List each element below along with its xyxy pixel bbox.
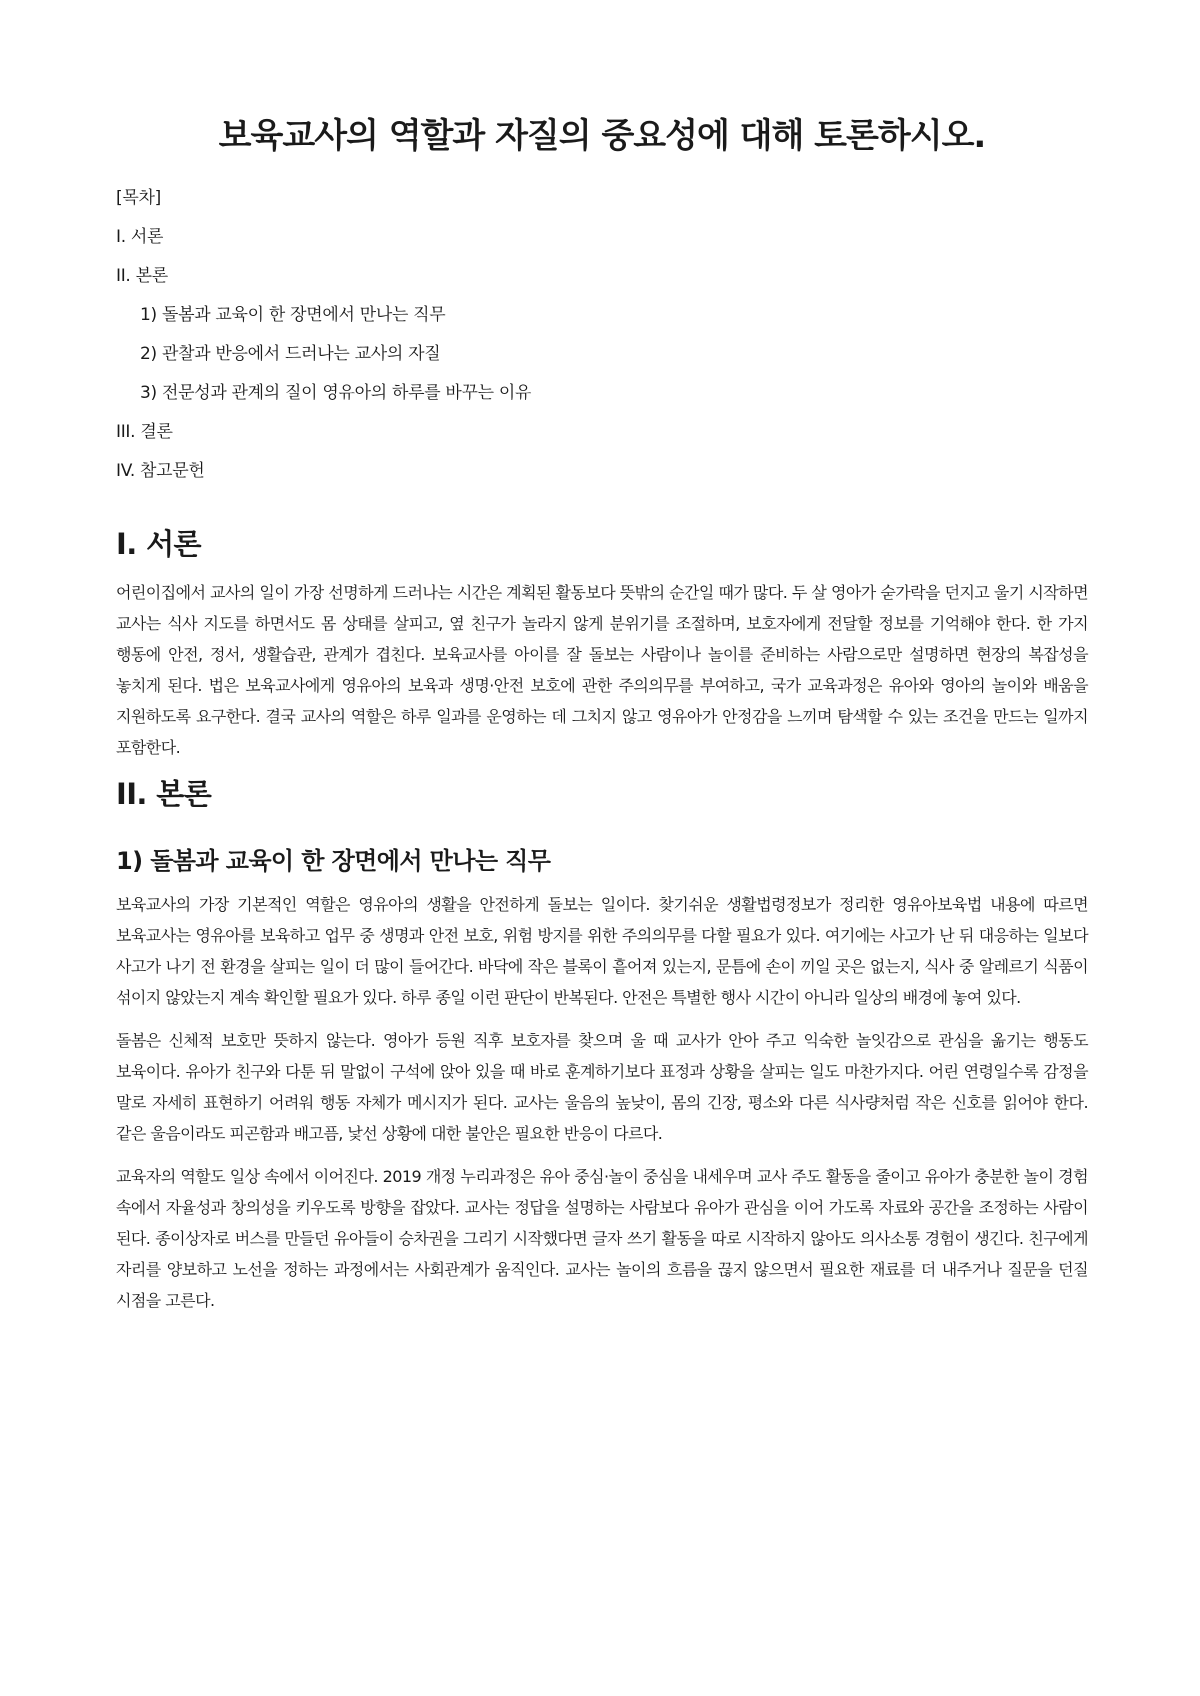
table-of-contents xyxy=(116,188,1088,481)
toc-item: III. 결론 xyxy=(116,422,173,442)
section-body xyxy=(116,775,1088,1316)
paragraph: 보육교사의 가장 기본적인 역할은 영유아의 생활을 안전하게 돌보는 일이다. 찾기쉬운 생활법령정보가 정리한 영유아보육법 내용에 따르면 보육교사는 영유아를 보육하고 업무 중 생명과 안전 보호, 위험 방지를 위한 주의의무를 다할 필요가 있다. 여기에는 사고가 난 뒤 대응하는 일보다 사고가 나기 전 환경을 살피는 일이 더 많이 들어간다. 바닥에 작은 블록이 흩어져 있는지, 문틈에 손이 끼일 곳은 없는지, 식사 중 알레르기 식품이 섞이지 않았는지 계속 확인할 필요가 있다. 하루 종일 이런 판단이 반복된다. 안전은 특별한 행사 시간이 아니라 일상의 배경에 놓여 있다. xyxy=(116,895,1088,1007)
toc-item: IV. 참고문헌 xyxy=(116,461,205,481)
toc-header: [목차] xyxy=(116,188,161,208)
section-heading-body: II. 본론 xyxy=(116,777,212,811)
paragraph: 어린이집에서 교사의 일이 가장 선명하게 드러나는 시간은 계획된 활동보다 뜻밖의 순간일 때가 많다. 두 살 영아가 숟가락을 던지고 울기 시작하면 교사는 식사 지도를 하면서도 몸 상태를 살피고, 옆 친구가 놀라지 않게 분위기를 조절하며, 보호자에게 전달할 정보를 기억해야 한다. 한 가지 행동에 안전, 정서, 생활습관, 관계가 겹친다. 보육교사를 아이를 잘 돌보는 사람이나 놀이를 준비하는 사람으로만 설명하면 현장의 복잡성을 놓치게 된다. 법은 보육교사에게 영유아의 보육과 생명·안전 보호에 관한 주의의무를 부여하고, 국가 교육과정은 유아와 영아의 놀이와 배움을 지원하도록 요구한다. 결국 교사의 역할은 하루 일과를 운영하는 데 그치지 않고 영유아가 안정감을 느끼며 탐색할 수 있는 조건을 만드는 일까지 포함한다. xyxy=(116,583,1088,757)
section-heading-introduction: I. 서론 xyxy=(116,527,201,561)
subsection-heading: 1) 돌봄과 교육이 한 장면에서 만나는 직무 xyxy=(116,847,551,875)
paragraph: 돌봄은 신체적 보호만 뜻하지 않는다. 영아가 등원 직후 보호자를 찾으며 울 때 교사가 안아 주고 익숙한 놀잇감으로 관심을 옮기는 행동도 보육이다. 유아가 친구와 다툰 뒤 말없이 구석에 앉아 있을 때 바로 훈계하기보다 표정과 상황을 살피는 일도 마찬가지다. 어린 연령일수록 감정을 말로 자세히 표현하기 어려워 행동 자체가 메시지가 된다. 교사는 울음의 높낮이, 몸의 긴장, 평소와 다른 식사량처럼 작은 신호를 읽어야 한다. 같은 울음이라도 피곤함과 배고픔, 낯선 상황에 대한 불안은 필요한 반응이 다르다. xyxy=(116,1031,1088,1143)
paragraph: 교육자의 역할도 일상 속에서 이어진다. 2019 개정 누리과정은 유아 중심·놀이 중심을 내세우며 교사 주도 활동을 줄이고 유아가 충분한 놀이 경험 속에서 자율성과 창의성을 키우도록 방향을 잡았다. 교사는 정답을 설명하는 사람보다 유아가 관심을 이어 가도록 자료와 공간을 조정하는 사람이 된다. 종이상자로 버스를 만들던 유아들이 승차권을 그리기 시작했다면 글자 쓰기 활동을 따로 시작하지 않아도 의사소통 경험이 생긴다. 친구에게 자리를 양보하고 노선을 정하는 과정에서는 사회관계가 움직인다. 교사는 놀이의 흐름을 끊지 않으면서 필요한 재료를 더 내주거나 질문을 던질 시점을 고른다. xyxy=(116,1167,1088,1310)
toc-subitem: 1) 돌봄과 교육이 한 장면에서 만나는 직무 xyxy=(140,305,446,325)
toc-item: I. 서론 xyxy=(116,227,164,247)
toc-subitem: 3) 전문성과 관계의 질이 영유아의 하루를 바꾸는 이유 xyxy=(140,383,532,403)
document-title: 보육교사의 역할과 자질의 중요성에 대해 토론하시오. xyxy=(218,116,986,156)
toc-subitem: 2) 관찰과 반응에서 드러나는 교사의 자질 xyxy=(140,344,441,364)
toc-item: II. 본론 xyxy=(116,266,168,286)
section-introduction xyxy=(116,525,1088,763)
